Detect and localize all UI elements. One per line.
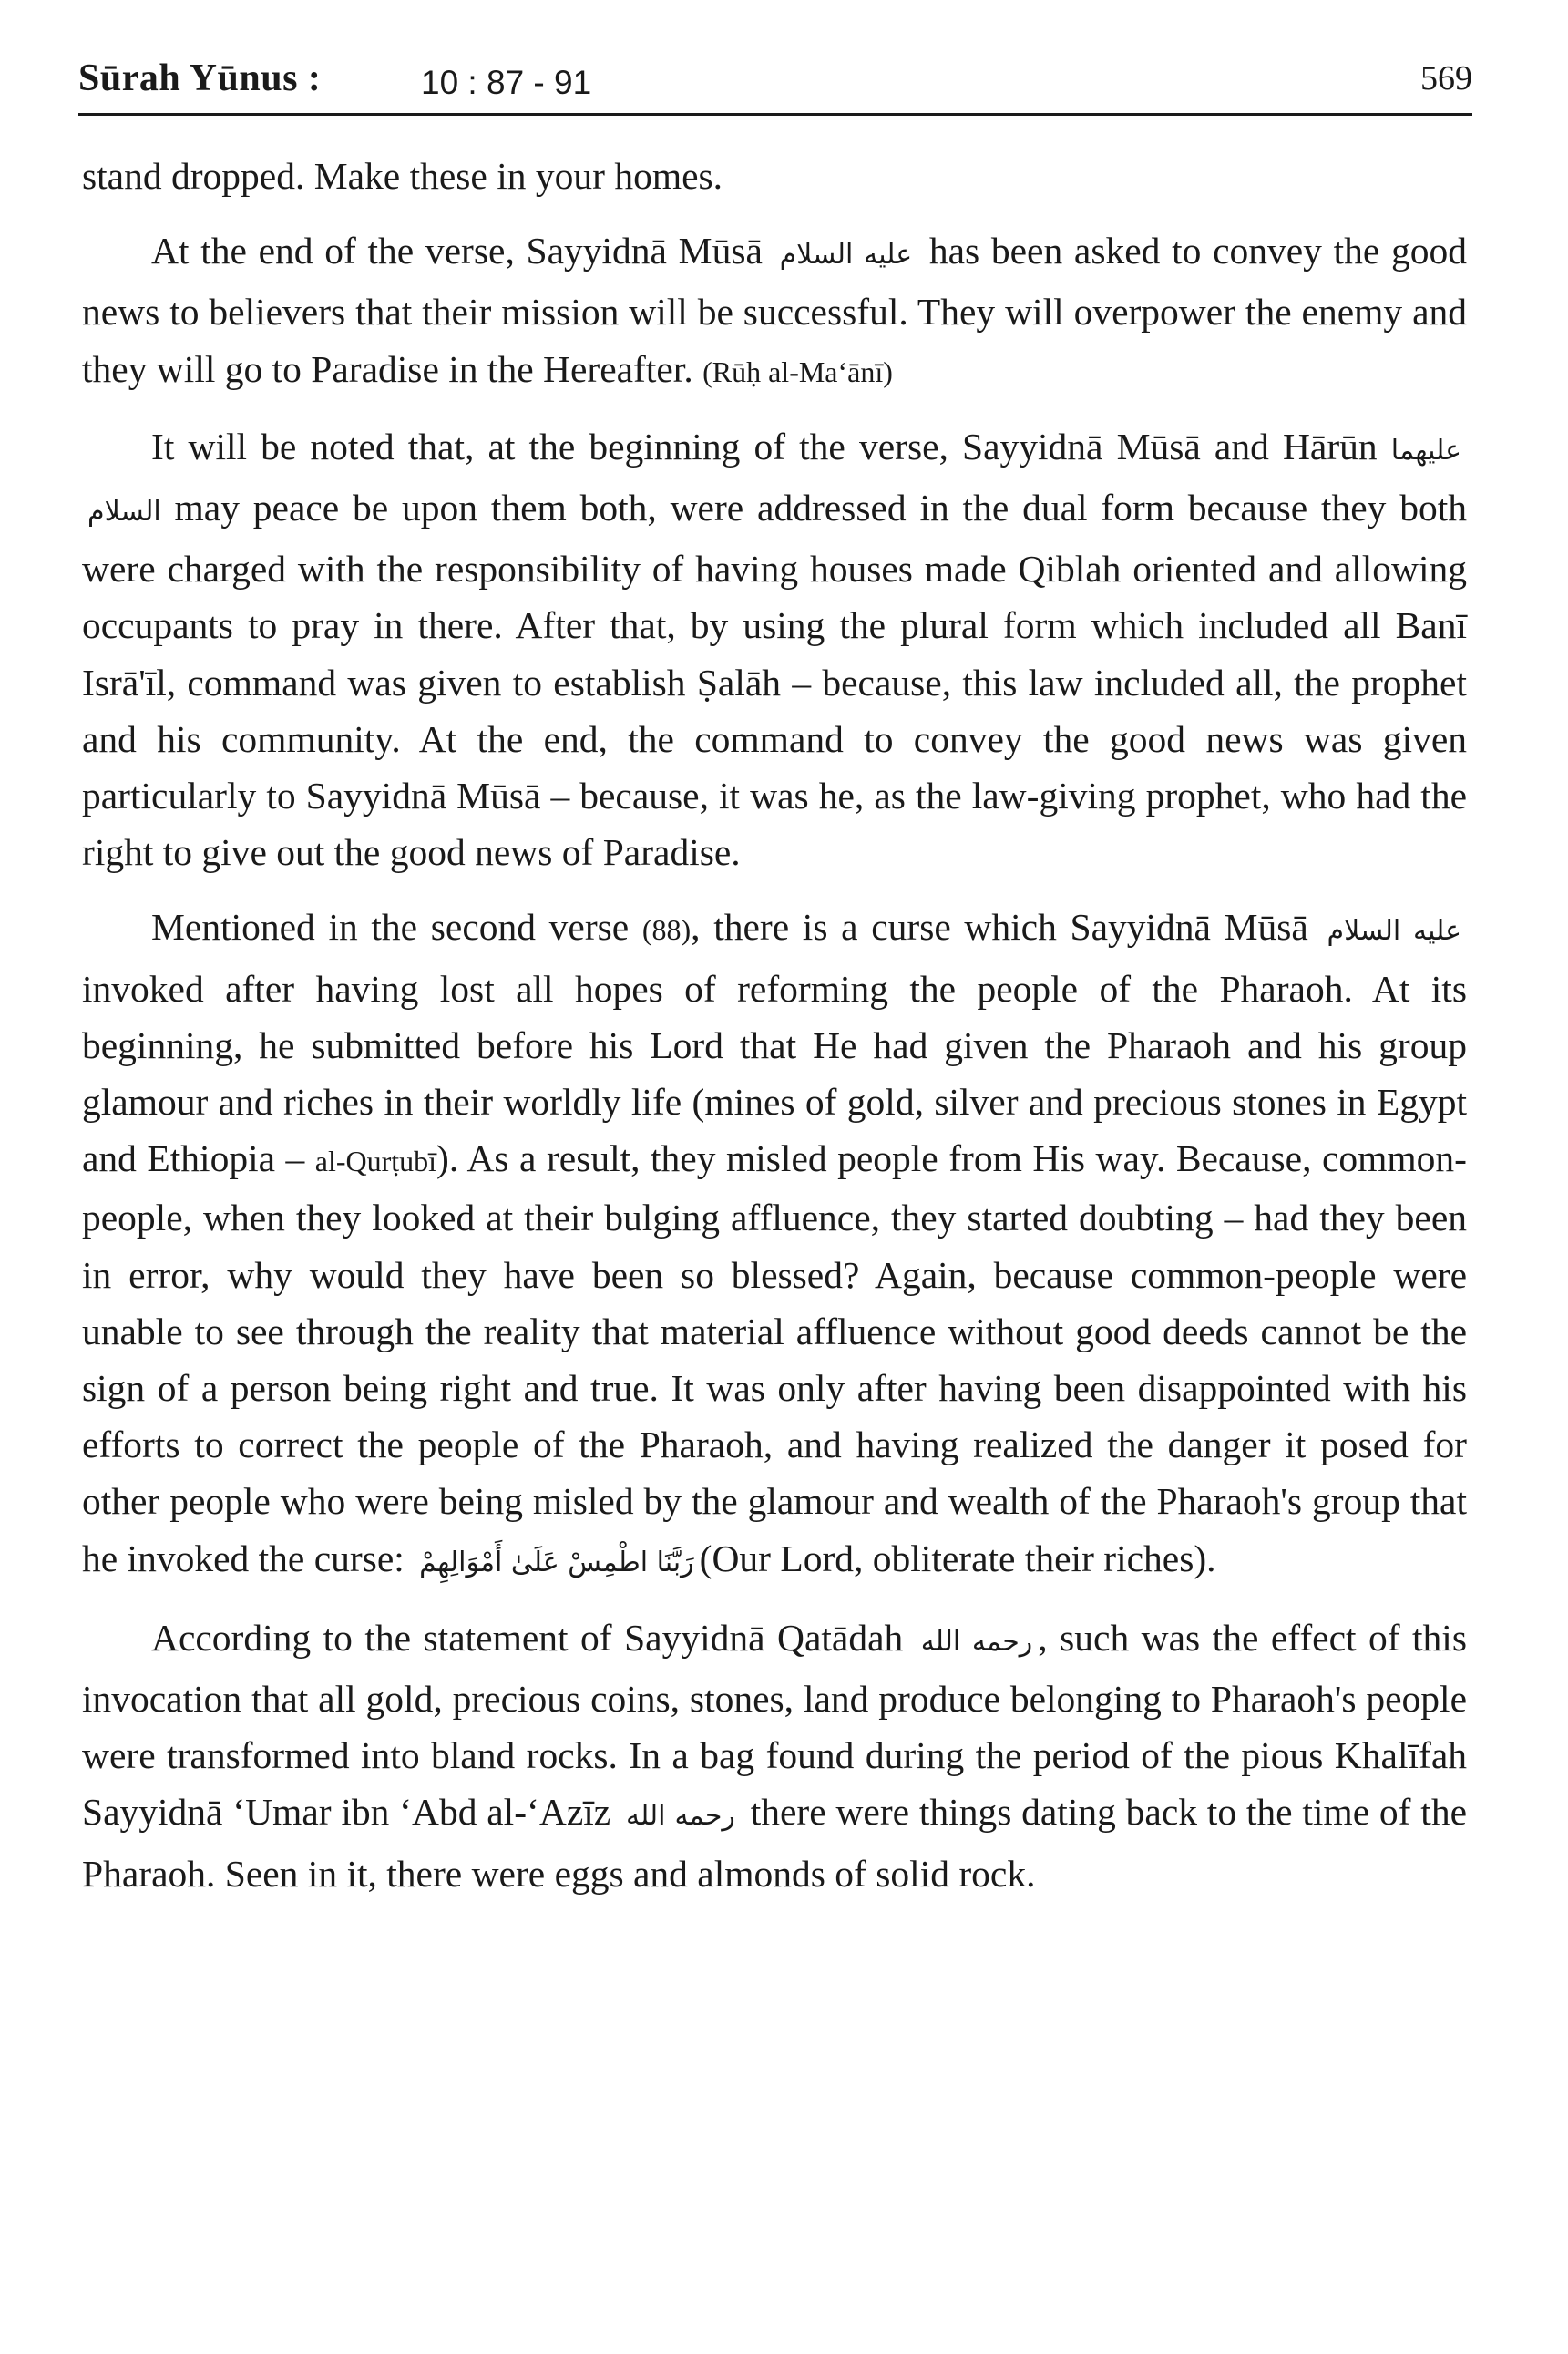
running-header — [78, 53, 1472, 109]
arabic-honorific: رحمه الله — [626, 1800, 735, 1833]
arabic-honorific: عليهما السلام — [87, 434, 1461, 529]
verse-reference: 10 : 87 - 91 — [421, 64, 592, 101]
surah-title: Sūrah Yūnus : — [78, 57, 322, 99]
paragraph-2: At the end of the verse, Sayyidnā Mūsā عليه السلام has been asked to convey the good news to believers that their mission will be successful. They will overpower the enemy and they will go to Paradise in the Hereafter. (Rūḥ al-Maʻānī) — [82, 230, 1468, 390]
page-number: 569 — [1420, 59, 1472, 98]
arabic-honorific: عليه السلام — [1327, 915, 1461, 948]
arabic-honorific: رحمه الله — [920, 1625, 1033, 1658]
verse-citation: (88) — [641, 913, 692, 947]
paragraph-3: It will be noted that, at the beginning of the verse, Sayyidnā Mūsā and Hārūn عليهما السلام may peace be upon them both, were addressed in the dual form because they both were charged with the responsibility of having houses made Qiblah oriented and allowing occupants to pray in there. After that, by using the plural form which included all Banī Isrā'īl, command was given to establish Ṣalāh – because, this law included all, the prophet and his community. At the end, the command to convey the good news was given particularly to Sayyidnā Mūsā – because, it was he, as the law-giving prophet, who had the right to give out the good news of Paradise. — [82, 425, 1467, 874]
body-text — [82, 148, 1467, 1920]
arabic-honorific: عليه السلام — [779, 239, 913, 272]
arabic-quran-phrase: رَبَّنَا اطْمِسْ عَلَىٰ أَمْوَالِهِمْ — [419, 1546, 694, 1578]
paragraph-5: According to the statement of Sayyidnā Qatādah رحمه الله , such was the effect of this invocation that all gold, precious coins, stones, land produce belonging to Pharaoh's people were transformed into bland rocks. In a bag found during the period of the pious Khalīfah Sayyidnā ʻUmar ibn ʻAbd al-ʻAzīz رحمه الله there were things dating back to the time of the Pharaoh. Seen in it, there were eggs and almonds of solid rock. — [82, 1616, 1467, 1895]
paragraph-1: stand dropped. Make these in your homes. — [82, 155, 723, 197]
citation: (Rūḥ al-Maʻānī) — [702, 355, 893, 388]
paragraph-4: Mentioned in the second verse (88), there is a curse which Sayyidnā Mūsā عليه السلام invoked after having lost all hopes of reforming the people of the Pharaoh. At its beginning, he submitted before his Lord that He had given the Pharaoh and his group glamour and riches in their worldly life (mines of gold, silver and precious stones in Egypt and Ethiopia – al-Qurṭubī). As a result, they misled people from His way. Because, common-people, when they looked at their bulging affluence, they started doubting – had they been in error, why would they have been so blessed? Again, because common-people were unable to see through the reality that material affluence without good deeds cannot be the sign of a person being right and true. It was only after having been disappointed with his efforts to correct the people of the Pharaoh, and having realized the danger it posed for other people who were being misled by the glamour and wealth of the Pharaoh's group that he invoked the curse: رَبَّنَا اطْمِسْ عَلَىٰ أَمْوَالِهِمْ (Our Lord, obliterate their riches). — [82, 906, 1467, 1579]
citation: al-Qurṭubī — [314, 1145, 437, 1178]
header-divider — [78, 113, 1472, 116]
